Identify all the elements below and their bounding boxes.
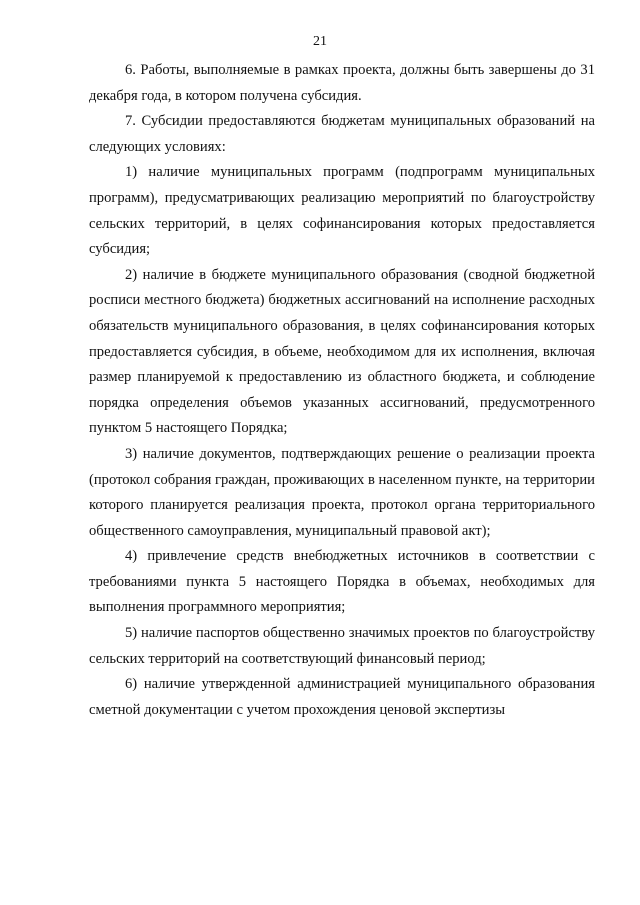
paragraph-item-6: 6. Работы, выполняемые в рамках проекта, должны быть завершены до 31 декабря года, в котором получена субсидия. xyxy=(89,62,595,104)
condition-1: 1) наличие муниципальных программ (подпрограмм муниципальных программ), предусматривающих реализацию мероприятий по благоустройству сельских территорий, в целях софинансирования которых предоставляется субсидия; xyxy=(89,164,595,258)
paragraph-item-7: 7. Субсидии предоставляются бюджетам муниципальных образований на следующих условиях: xyxy=(89,113,595,155)
condition-6: 6) наличие утвержденной администрацией муниципального образования сметной документации с учетом прохождения ценовой экспертизы xyxy=(89,676,595,718)
condition-5: 5) наличие паспортов общественно значимых проектов по благоустройству сельских территорий на соответствующий финансовый период; xyxy=(89,625,595,667)
condition-2: 2) наличие в бюджете муниципального образования (сводной бюджетной росписи местного бюджета) бюджетных ассигнований на исполнение расходных обязательств муниципального образования, в целях софинансирования которых предоставляется субсидия, в объеме, необходимом для их исполнения, включая размер планируемой к предоставлению из областного бюджета, и соблюдение порядка определения объемов указанных ассигнований, предусмотренного пунктом 5 настоящего Порядка; xyxy=(89,266,595,437)
page-number: 21 xyxy=(313,34,327,49)
document-body xyxy=(89,58,595,723)
condition-3: 3) наличие документов, подтверждающих решение о реализации проекта (протокол собрания граждан, проживающих в населенном пункте, на территории которого планируется реализация проекта, протокол органа территориального общественного самоуправления, муниципальный правовой акт); xyxy=(89,445,595,539)
condition-4: 4) привлечение средств внебюджетных источников в соответствии с требованиями пункта 5 настоящего Порядка в объемах, необходимых для выполнения программного мероприятия; xyxy=(89,548,595,616)
